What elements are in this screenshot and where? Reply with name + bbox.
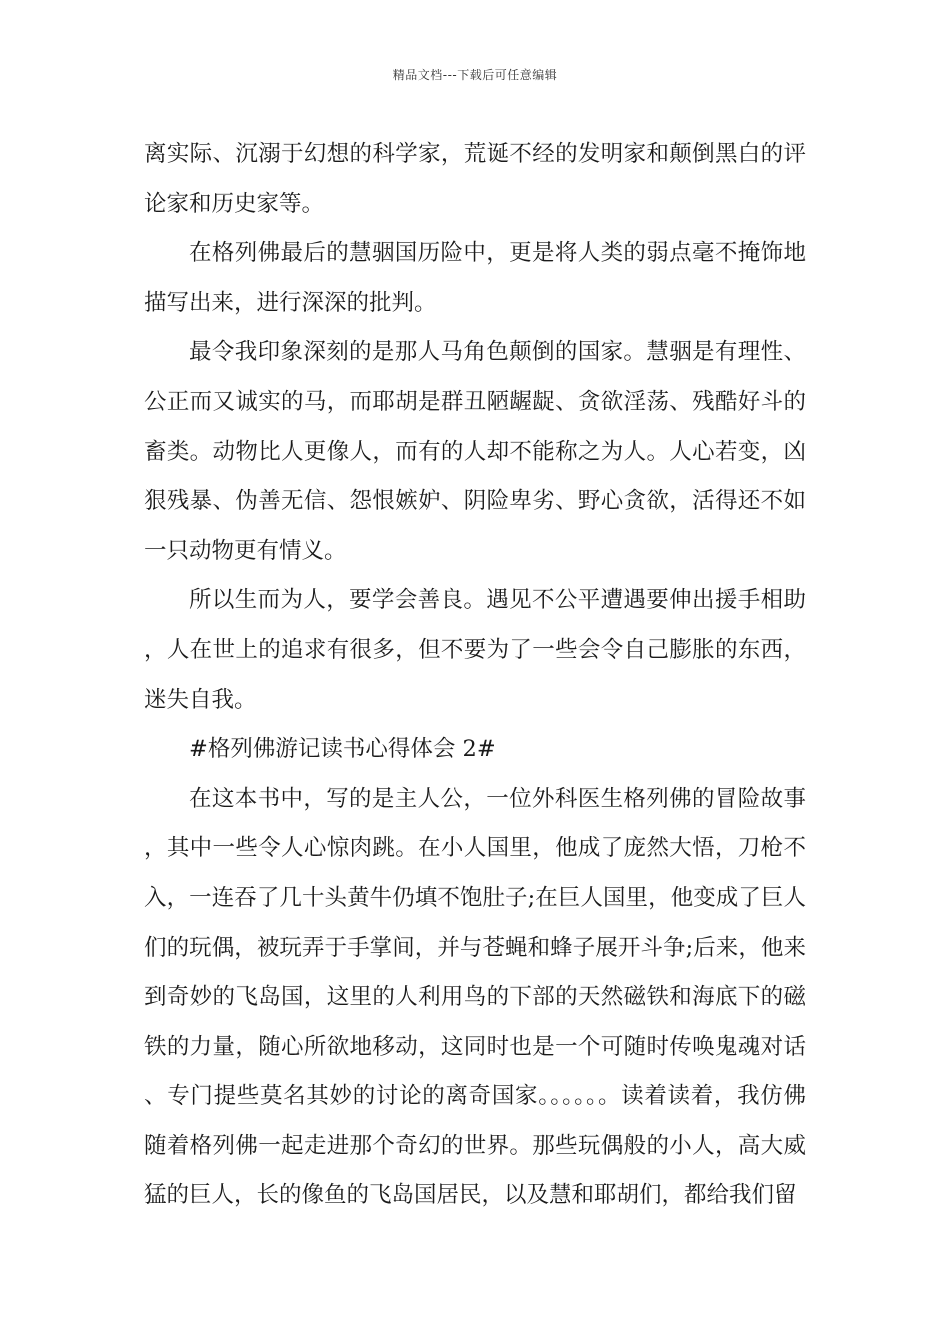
paragraph: 最令我印象深刻的是那人马角色颠倒的国家。慧骃是有理性、公正而又诚实的马，而耶胡是群丑陋龌龊、贪欲淫荡、残酷好斗的畜类。动物比人更像人，而有的人却不能称之为人。人心若变，凶狠残暴、伪善无信、怨恨嫉妒、阴险卑劣、野心贪欲，活得还不如一只动物更有情义。 [144,339,806,564]
paragraph: 在格列佛最后的慧骃国历险中，更是将人类的弱点毫不掩饰地描写出来，进行深深的批判。 [144,240,806,316]
page-header: 精品文档---下载后可任意编辑 [392,68,558,82]
section-heading: #格列佛游记读书心得体会 2# [189,736,496,763]
paragraph: 在这本书中，写的是主人公，一位外科医生格列佛的冒险故事，其中一些令人心惊肉跳。在小人国里，他成了庞然大悟，刀枪不入，一连吞了几十头黄牛仍填不饱肚子;在巨人国里，他变成了巨人们的玩偶，被玩弄于手掌间，并与苍蝇和蜂子展开斗争;后来，他来到奇妙的飞岛国，这里的人利用鸟的下部的天然磁铁和海底下的磁铁的力量，随心所欲地移动，这同时也是一个可随时传唤鬼魂对话、专门提些莫名其妙的讨论的离奇国家。。。。。。读着读着，我仿佛随着格列佛一起走进那个奇幻的世界。那些玩偶般的小人，高大威猛的巨人，长的像鱼的飞岛国居民，以及慧和耶胡们，都给我们留 [144,785,806,1209]
body-text [144,130,806,1221]
paragraph: 离实际、沉溺于幻想的科学家，荒诞不经的发明家和颠倒黑白的评论家和历史家等。 [144,141,806,217]
paragraph: 所以生而为人，要学会善良。遇见不公平遭遇要伸出援手相助，人在世上的追求有很多，但不要为了一些会令自己膨胀的东西，迷失自我。 [144,587,806,713]
